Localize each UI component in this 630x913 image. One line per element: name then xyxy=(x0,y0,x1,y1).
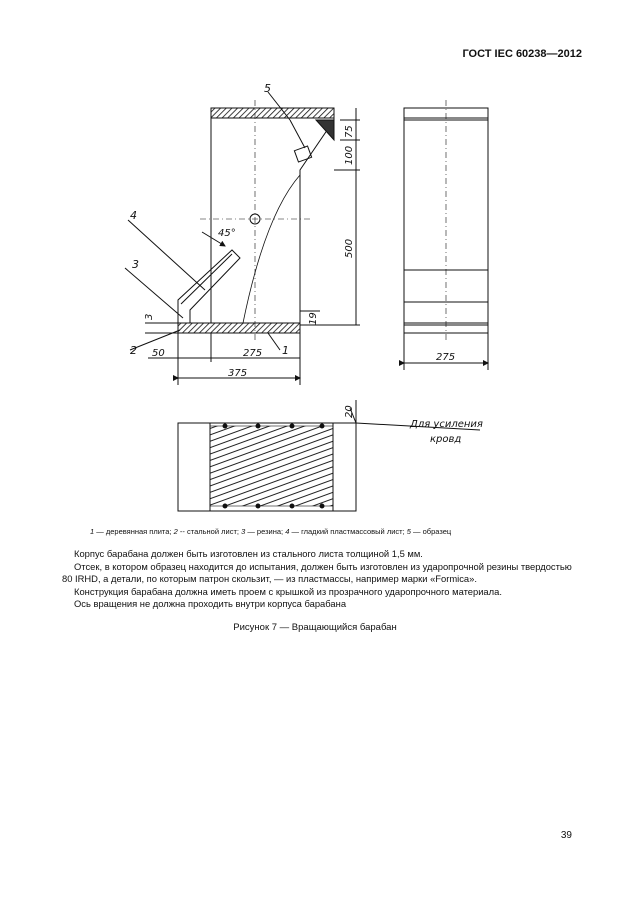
dim-50: 50 xyxy=(152,348,165,359)
page-number: 39 xyxy=(560,830,572,841)
legend-text-3: — резина; xyxy=(247,527,284,536)
paragraph-3: Конструкция барабана должна иметь проем с крышкой из прозрачного ударопрочного материала. xyxy=(74,585,502,597)
figure-legend xyxy=(90,527,570,536)
legend-num-2: 2 xyxy=(173,527,178,536)
legend-num-4: 4 xyxy=(285,527,290,536)
roof-note-line2: кровд xyxy=(430,434,462,445)
paragraph-2: Отсек, в котором образец находится до испытания, должен быть изготовлен из ударопрочной резины твердостью 80 IRHD, а детали, по которым патрон скользит, — из пластмассы, например марки «Formica». xyxy=(62,560,572,585)
legend-num-3: 3 xyxy=(241,527,246,536)
dim-275-front: 275 xyxy=(436,352,456,363)
dim-19: 19 xyxy=(308,312,319,325)
callout-4: 4 xyxy=(130,209,137,222)
figure-caption: Рисунок 7 — Вращающийся барабан xyxy=(233,622,397,633)
legend-num-1: 1 xyxy=(90,527,95,536)
dim-100: 100 xyxy=(344,145,355,165)
dim-275-side: 275 xyxy=(243,348,263,359)
dim-20: 20 xyxy=(344,405,355,418)
dim-75: 75 xyxy=(344,125,355,138)
legend-text-1: — деревянная плита; xyxy=(96,527,172,536)
callout-1: 1 xyxy=(282,344,289,357)
dim-500: 500 xyxy=(344,238,355,258)
legend-text-5: — образец xyxy=(413,527,452,536)
body-text xyxy=(62,548,582,611)
dim-375: 375 xyxy=(228,368,248,379)
legend-num-5: 5 xyxy=(406,527,411,536)
paragraph-1: Корпус барабана должен быть изготовлен из стального листа толщиной 1,5 мм. xyxy=(74,548,423,559)
roof-note-line1: Для усиления xyxy=(410,419,483,430)
document-header: ГОСТ IEC 60238—2012 xyxy=(462,48,582,60)
legend-text-2: -- стальной лист; xyxy=(179,527,239,536)
legend-text-4: — гладкий пластмассовый лист; xyxy=(291,527,405,536)
paragraph-4: Ось вращения не должна проходить внутри корпуса барабана xyxy=(74,598,347,610)
dim-3: 3 xyxy=(144,313,155,320)
callout-3: 3 xyxy=(132,258,139,271)
callout-5: 5 xyxy=(264,82,271,95)
angle-label: 45° xyxy=(218,228,236,239)
callout-2: 2 xyxy=(130,344,137,357)
